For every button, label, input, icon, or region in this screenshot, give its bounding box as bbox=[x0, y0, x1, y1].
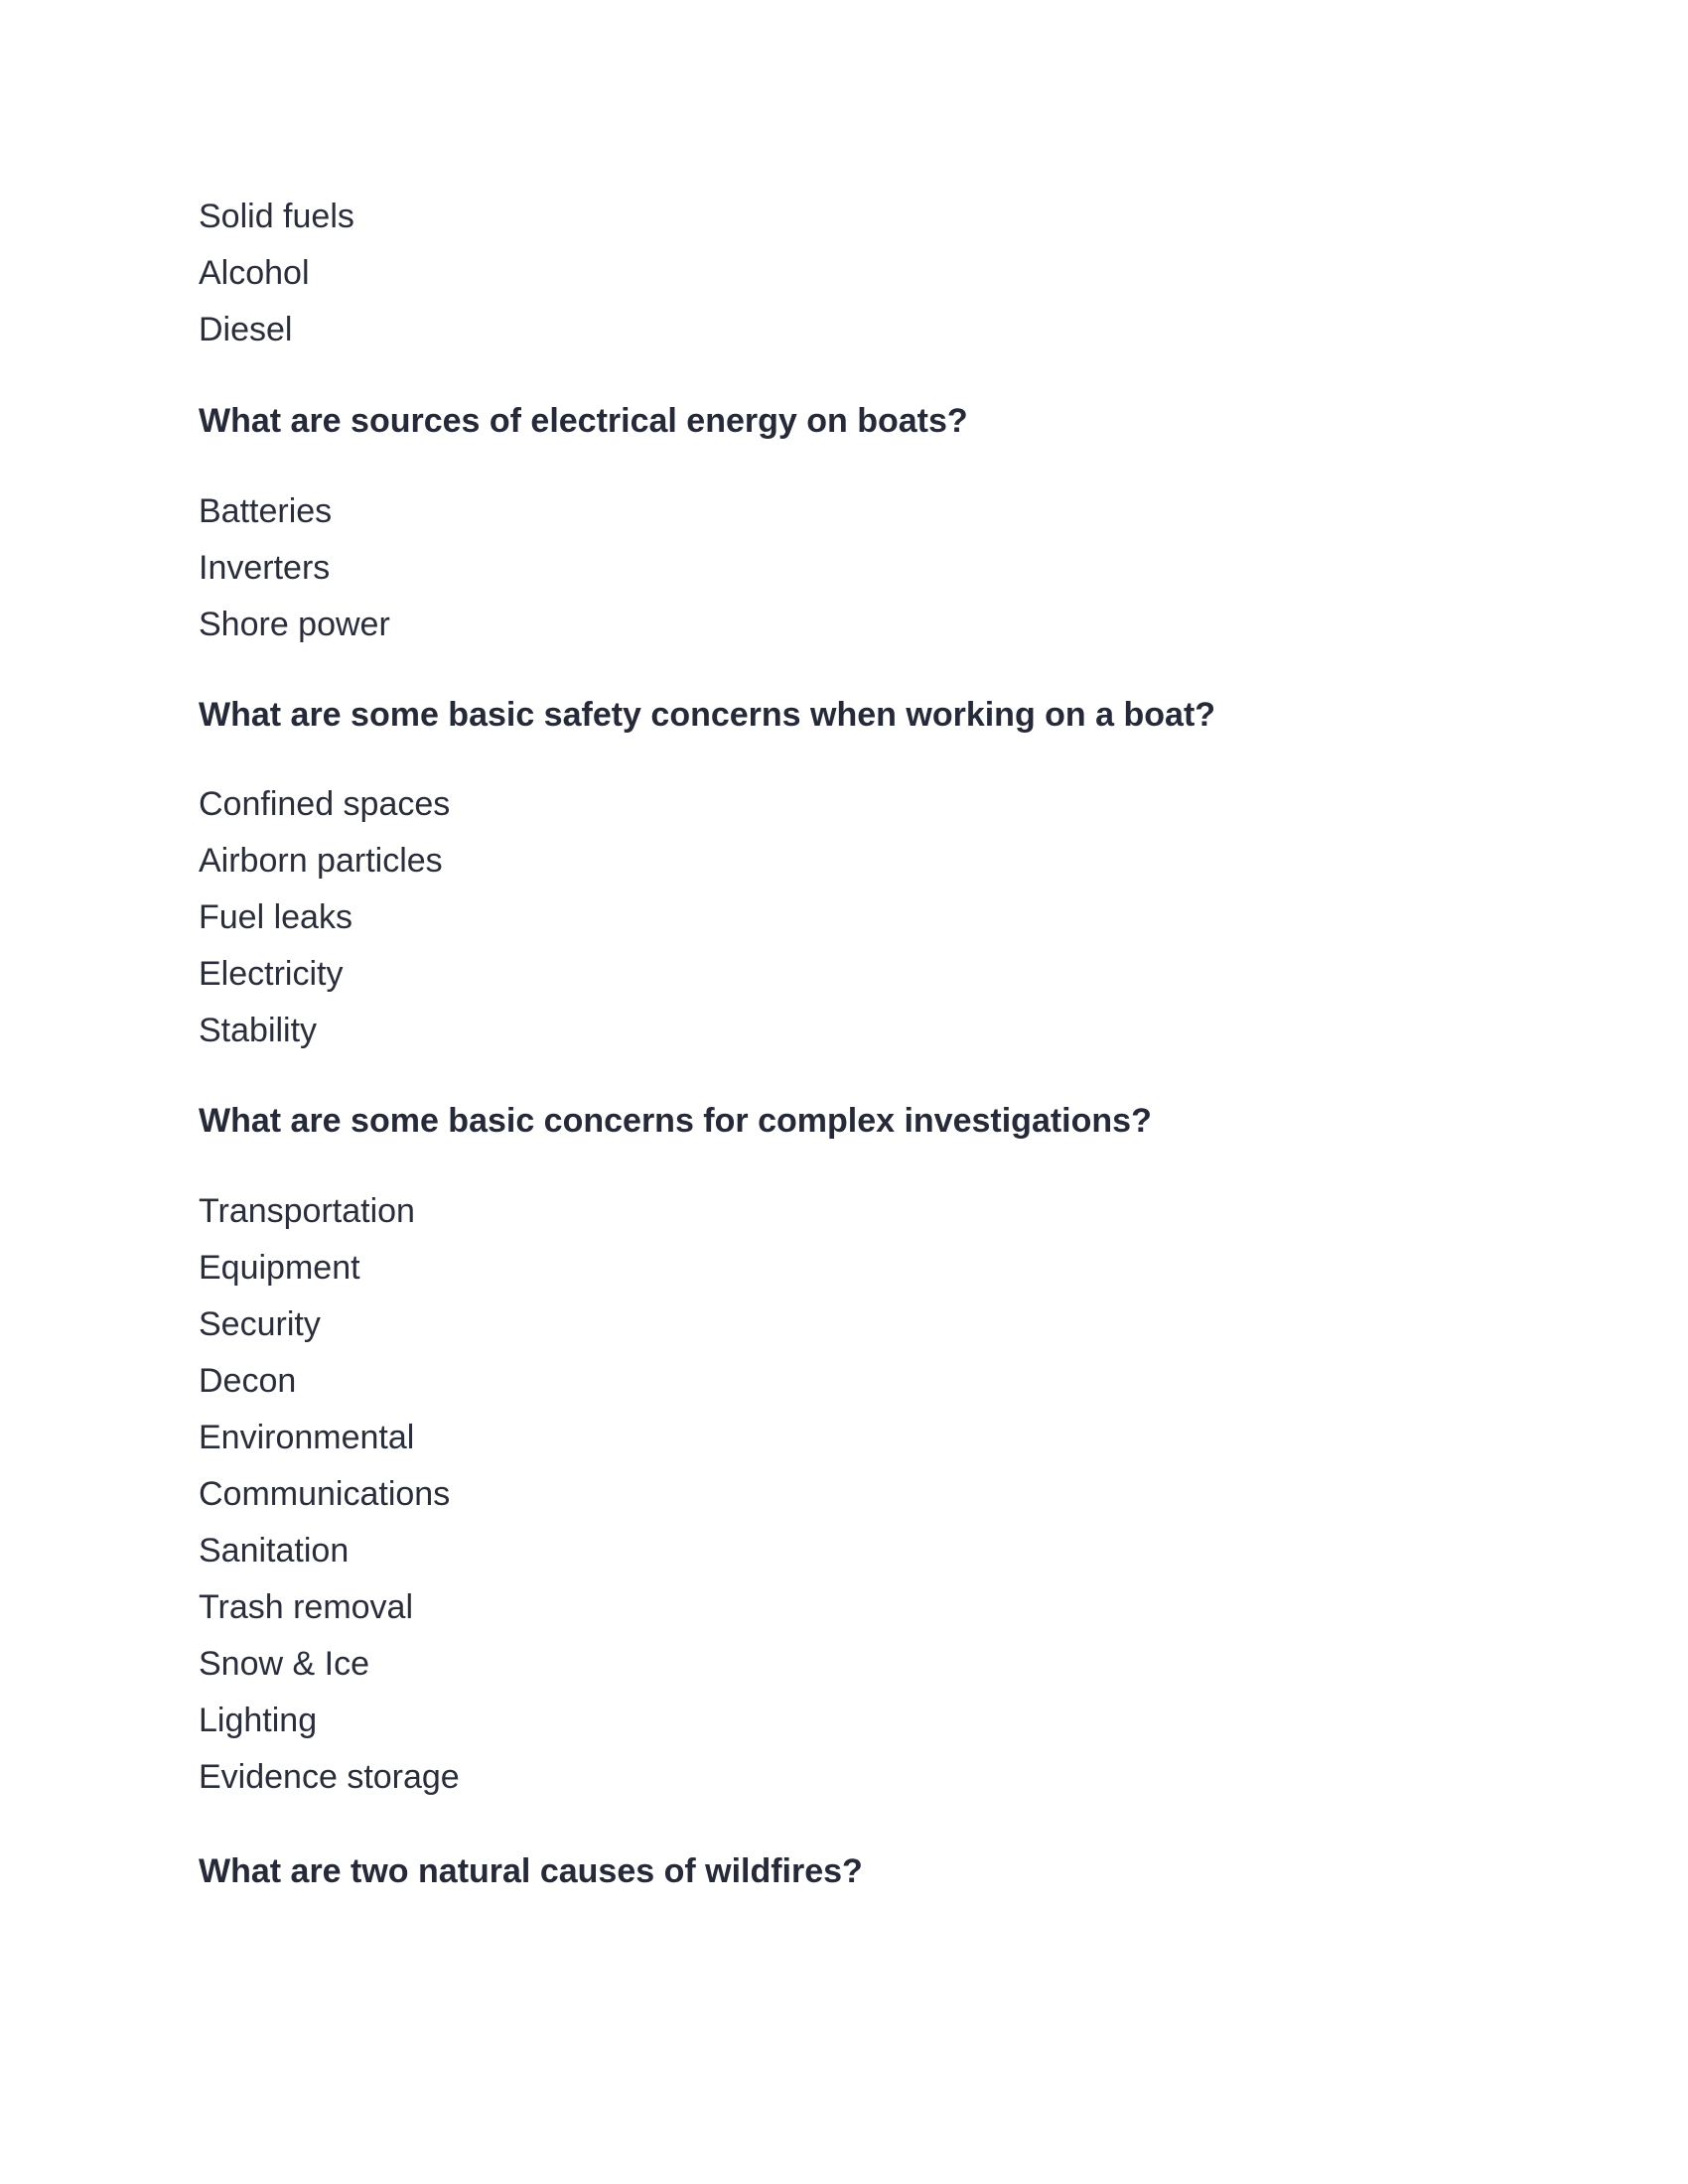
list-item: Batteries bbox=[199, 492, 333, 530]
list-item: Trash removal bbox=[199, 1588, 414, 1626]
list-item: Security bbox=[199, 1305, 321, 1343]
list-item: Decon bbox=[199, 1362, 297, 1400]
list-item: Lighting bbox=[199, 1702, 318, 1739]
answer-list bbox=[199, 1183, 1489, 1806]
list-item: Alcohol bbox=[199, 254, 310, 292]
list-item: Sanitation bbox=[199, 1532, 350, 1570]
list-item: Solid fuels bbox=[199, 198, 354, 235]
answer-list bbox=[199, 189, 1489, 358]
list-item: Communications bbox=[199, 1475, 451, 1513]
list-item: Confined spaces bbox=[199, 785, 451, 823]
question-heading: What are some basic concerns for complex investigations? bbox=[199, 1102, 1152, 1140]
question-heading: What are some basic safety concerns when working on a boat? bbox=[199, 696, 1216, 734]
list-item: Shore power bbox=[199, 606, 390, 643]
list-item: Inverters bbox=[199, 549, 331, 587]
list-item: Airborn particles bbox=[199, 842, 443, 880]
question-heading: What are two natural causes of wildfires? bbox=[199, 1852, 863, 1890]
answer-list bbox=[199, 776, 1489, 1059]
list-item: Evidence storage bbox=[199, 1758, 460, 1796]
list-item: Diesel bbox=[199, 311, 293, 348]
list-item: Environmental bbox=[199, 1419, 415, 1456]
list-item: Electricity bbox=[199, 955, 344, 993]
list-item: Snow & Ice bbox=[199, 1645, 369, 1683]
list-item: Fuel leaks bbox=[199, 898, 352, 936]
list-item: Transportation bbox=[199, 1192, 415, 1230]
answer-list bbox=[199, 483, 1489, 653]
question-heading: What are sources of electrical energy on boats? bbox=[199, 402, 968, 440]
list-item: Stability bbox=[199, 1012, 318, 1049]
list-item: Equipment bbox=[199, 1249, 360, 1287]
